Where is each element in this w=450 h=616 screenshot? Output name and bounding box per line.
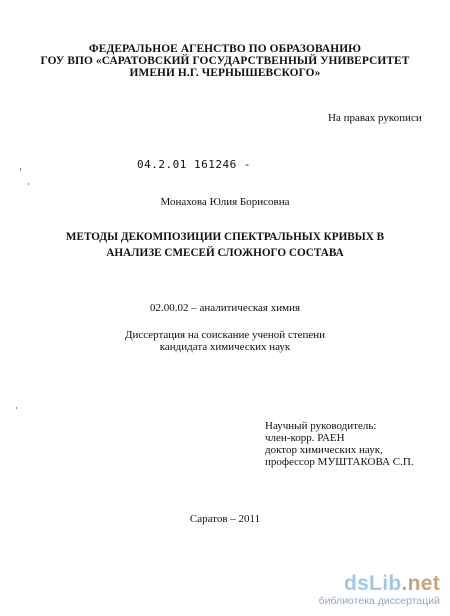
- specialty-code: 02.00.02 – аналитическая химия: [149, 302, 301, 314]
- supervisor-degree: доктор химических наук,: [265, 444, 383, 456]
- watermark-subtitle: библиотека диссертаций: [318, 595, 440, 607]
- supervisor-title: член-корр. РАЕН: [265, 432, 345, 444]
- scan-artifact: [20, 168, 21, 171]
- rights-reserved-note: На правах рукописи: [328, 112, 422, 124]
- dissertation-title-line-2: АНАЛИЗЕ СМЕСЕЙ СЛОЖНОГО СОСТАВА: [106, 247, 344, 259]
- supervisor-heading: Научный руководитель:: [265, 420, 377, 432]
- dissertation-title-line-1: МЕТОДЫ ДЕКОМПОЗИЦИИ СПЕКТРАЛЬНЫХ КРИВЫХ В: [65, 231, 385, 243]
- header-line-2: ГОУ ВПО «САРАТОВСКИЙ ГОСУДАРСТВЕННЫЙ УНИВЕРСИТЕТ: [40, 55, 410, 67]
- degree-line-2: кандидата химических наук: [159, 341, 291, 353]
- degree-line-1: Диссертация на соискание ученой степени: [124, 329, 326, 341]
- registration-stamp: 04.2.01 161246 -: [137, 158, 251, 171]
- dslib-watermark: [319, 573, 440, 607]
- watermark-logo: dsLib.net: [343, 572, 440, 595]
- header-line-3: ИМЕНИ Н.Г. ЧЕРНЫШЕВСКОГО»: [129, 67, 321, 79]
- scan-artifact: [16, 407, 17, 409]
- author-name: Монахова Юлия Борисовна: [160, 196, 290, 208]
- header-line-1: ФЕДЕРАЛЬНОЕ АГЕНСТВО ПО ОБРАЗОВАНИЮ: [88, 43, 362, 55]
- city-year: Саратов – 2011: [189, 513, 261, 525]
- scan-artifact: [28, 183, 29, 185]
- supervisor-name: профессор МУШТАКОВА С.П.: [265, 456, 414, 468]
